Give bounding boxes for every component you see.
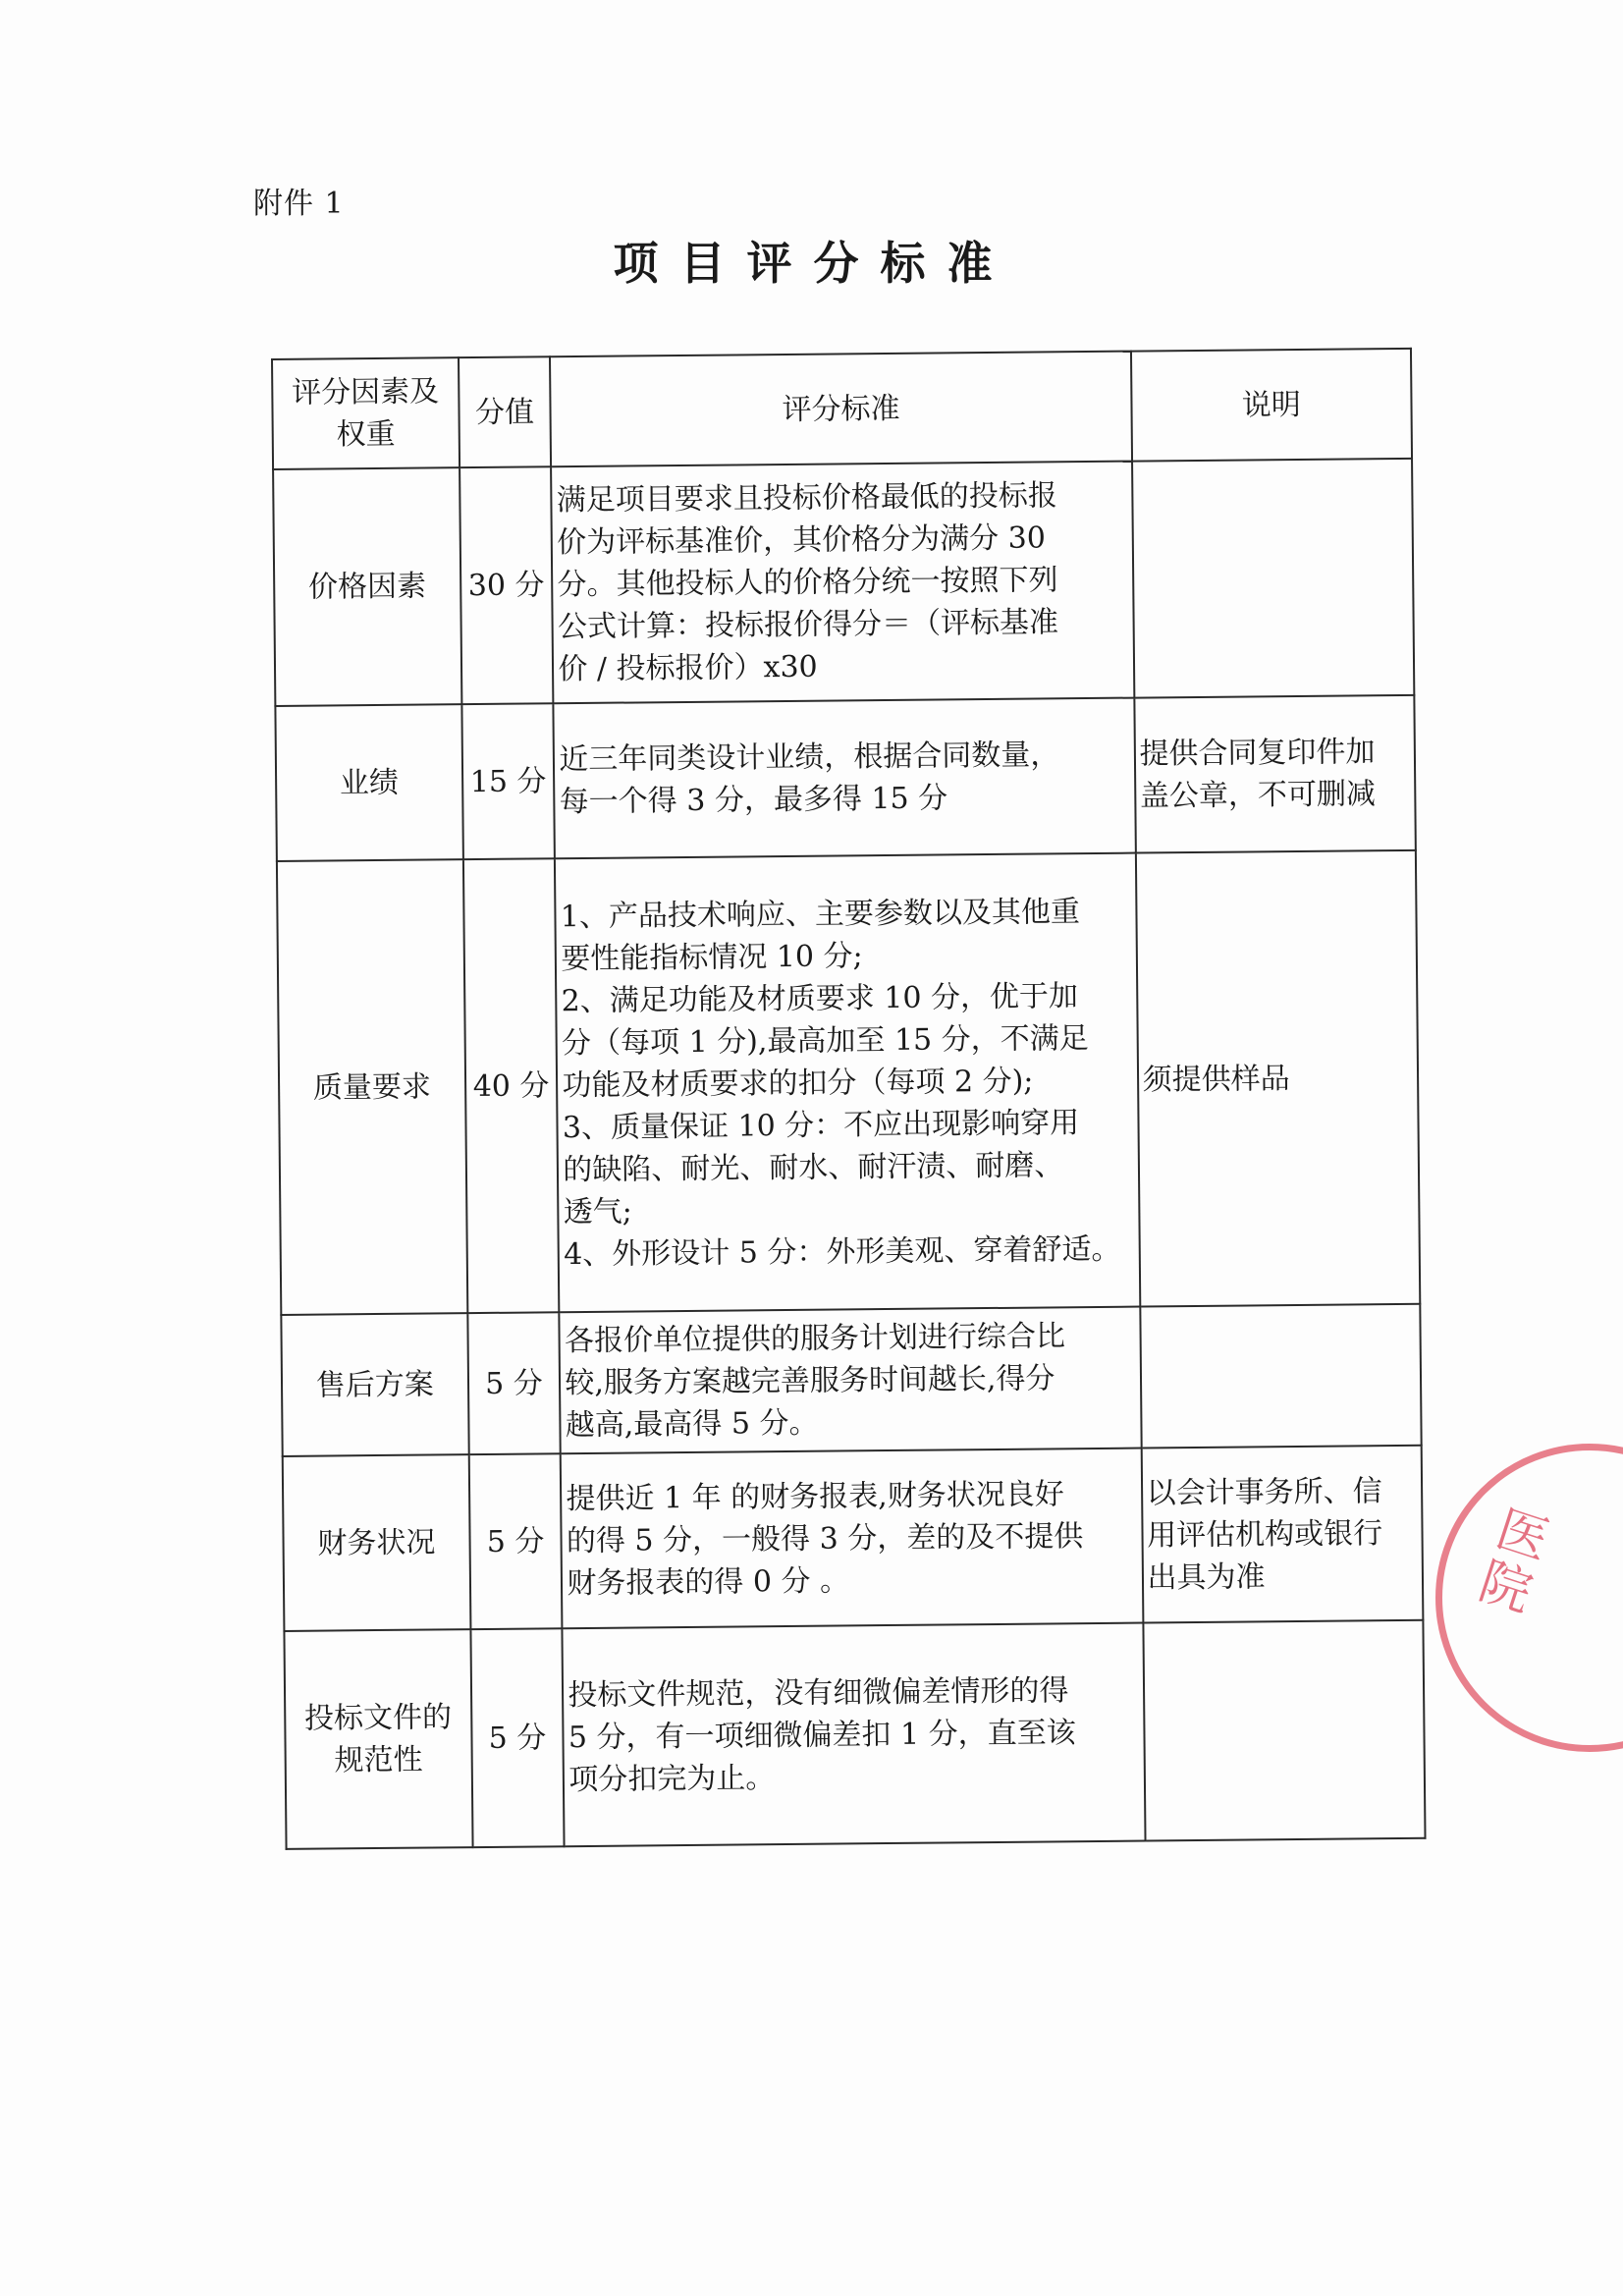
note-line: 盖公章，不可删减: [1139, 777, 1377, 814]
row-standard-cell: [560, 1307, 1142, 1454]
row-standard-cell: [561, 1449, 1143, 1629]
row-score-cell: 40 分: [462, 858, 559, 1313]
standard-line: 4、外形设计 5 分：外形美观、穿着舒适。: [563, 1231, 1121, 1272]
row-score-cell: 30 分: [460, 466, 554, 704]
note-line: 以会计事务所、信: [1146, 1473, 1382, 1510]
standard-line: 价 / 投标报价）x30: [558, 649, 818, 687]
row-note-cell: [1143, 1620, 1426, 1841]
row-standard-cell: [554, 698, 1136, 859]
standard-line: 近三年同类设计业绩，根据合同数量，: [559, 738, 1060, 778]
header-note: 说明: [1131, 349, 1412, 462]
row-factor-line: 规范性: [334, 1742, 423, 1778]
standard-line: 分（每项 1 分),最高加至 15 分，不满足: [561, 1020, 1089, 1061]
row-note-cell: [1140, 1304, 1422, 1449]
standard-line: 满足项目要求且投标价格最低的投标报: [556, 478, 1057, 519]
note-line: 须提供样品: [1142, 1061, 1290, 1098]
header-standard: 评分标准: [550, 352, 1131, 467]
note-line: 用评估机构或银行: [1146, 1515, 1383, 1553]
row-factor-cell: [281, 1313, 468, 1456]
standard-line: 1、产品技术响应、主要参数以及其他重: [560, 894, 1081, 934]
table-row: [275, 695, 1415, 861]
official-seal-text: 医院: [1464, 1498, 1554, 1621]
header-factor: [272, 357, 460, 469]
row-standard-cell: [563, 1623, 1145, 1847]
standard-line: 要性能指标情况 10 分;: [561, 938, 863, 976]
standard-line: 3、质量保证 10 分：不应出现影响穿用: [562, 1105, 1080, 1145]
standard-line: 提供近 1 年 的财务报表,财务状况良好: [566, 1476, 1064, 1516]
row-factor-cell: [277, 859, 467, 1315]
row-factor-line: 财务状况: [317, 1524, 436, 1561]
row-factor-line: 质量要求: [312, 1068, 432, 1106]
table-header-row: [272, 349, 1412, 469]
row-score-cell: 5 分: [468, 1453, 562, 1629]
scoring-table-wrapper: [271, 348, 1427, 1850]
row-factor-line: 业绩: [339, 765, 400, 800]
standard-line: 透气;: [563, 1194, 632, 1230]
standard-line: 的得 5 分，一般得 3 分，差的及不提供: [566, 1518, 1084, 1558]
row-factor-cell: [284, 1629, 472, 1849]
row-score-cell: 15 分: [461, 703, 555, 859]
table-row: [283, 1446, 1424, 1631]
header-factor-line: 评分因素及: [291, 374, 440, 410]
scoring-table: [271, 348, 1427, 1850]
row-standard-cell: [551, 462, 1133, 704]
row-factor-line: 价格因素: [307, 569, 427, 605]
standard-line: 越高,最高得 5 分。: [565, 1405, 819, 1443]
note-line: 提供合同复印件加: [1139, 735, 1376, 772]
row-factor-cell: [283, 1454, 470, 1631]
standard-line: 分。其他投标人的价格分统一按照下列: [557, 563, 1058, 603]
row-score-cell: 5 分: [470, 1628, 565, 1847]
standard-line: 投标文件规范，没有细微偏差情形的得: [568, 1672, 1069, 1713]
row-note-cell: [1134, 695, 1416, 853]
header-score: 分值: [459, 356, 552, 467]
row-factor-line: 投标文件的: [303, 1700, 453, 1736]
standard-line: 财务报表的得 0 分 。: [567, 1562, 850, 1601]
standard-line: 价为评标基准价，其价格分为满分 30: [557, 520, 1047, 561]
note-line: 出具为准: [1147, 1558, 1266, 1595]
standard-line: 2、满足功能及材质要求 10 分，优于加: [561, 978, 1079, 1018]
row-factor-cell: [273, 467, 461, 706]
standard-line: 公式计算：投标报价得分＝（评标基准: [557, 605, 1059, 645]
standard-line: 项分扣完为止。: [568, 1760, 776, 1797]
standard-line: 功能及材质要求的扣分（每项 2 分);: [562, 1064, 1034, 1103]
standard-line: 5 分，有一项细微偏差扣 1 分，直至该: [568, 1715, 1076, 1755]
row-standard-cell: [555, 853, 1140, 1313]
header-factor-line: 权重: [336, 416, 396, 453]
row-note-cell: [1141, 1446, 1423, 1623]
standard-line: 各报价单位提供的服务计划进行综合比: [564, 1318, 1066, 1358]
standard-line: 较,服务方案越完善服务时间越长,得分: [565, 1360, 1055, 1400]
standard-line: 的缺陷、耐光、耐水、耐汗渍、耐磨、: [563, 1147, 1064, 1187]
table-row: [281, 1304, 1421, 1456]
table-row: [284, 1620, 1425, 1849]
row-factor-line: 售后方案: [315, 1366, 434, 1403]
attachment-label: 附件 1: [253, 187, 345, 221]
document-title: 项目评分标准: [613, 237, 1014, 290]
standard-line: 每一个得 3 分，最多得 15 分: [559, 781, 948, 820]
row-factor-cell: [275, 704, 462, 861]
table-row: [277, 850, 1420, 1315]
row-score-cell: 5 分: [467, 1312, 561, 1454]
row-note-cell: [1135, 850, 1420, 1307]
row-note-cell: [1132, 459, 1415, 698]
table-row: [273, 459, 1414, 706]
